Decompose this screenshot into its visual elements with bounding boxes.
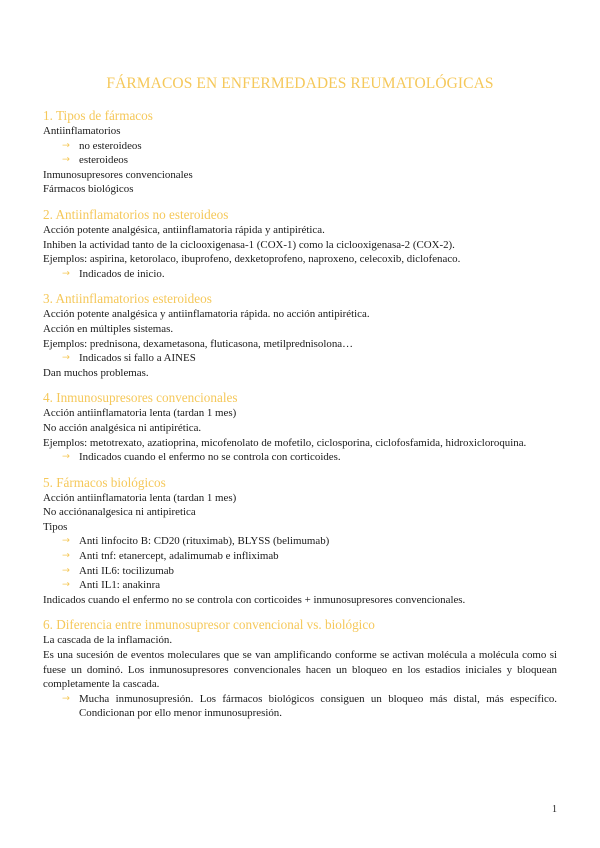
text-line: Fármacos biológicos [43,183,134,196]
text-line: Acción antiinflamatoria lenta (tardan 1 mes) [43,407,237,420]
arrow-icon: → [62,154,70,166]
bullet-item: → Indicados de inicio. [62,267,165,280]
bullet-item: → esteroideos [62,154,128,167]
section-heading: 4. Inmunosupresores convencionales [43,390,238,406]
section-esteroideos [43,291,557,380]
text-line: Acción potente analgésica y antiinflamatoria rápida. no acción antipirética. [43,308,370,321]
text-line: Dan muchos problemas. [43,366,149,379]
section-biologicos [43,475,557,608]
section-aine [43,207,557,281]
text-line: Inmunosupresores convencionales [43,168,193,181]
arrow-icon: → [62,550,70,562]
arrow-icon: → [62,451,70,463]
bullet-item: → Anti IL1: anakinra [62,579,161,592]
section-tipos [43,108,557,197]
text-line: Indicados cuando el enfermo no se controla con corticoides + inmunosupresores convencionales. [43,593,466,606]
text-line: Antiinflamatorios [43,125,121,137]
text-line: Ejemplos: metotrexato, azatioprina, micofenolato de mofetilo, ciclosporina, ciclofosfamida, hidroxicloroquina. [43,436,527,449]
section-heading: 6. Diferencia entre inmunosupresor convencional vs. biológico [43,617,375,633]
section-heading: 2. Antiinflamatorios no esteroideos [43,206,229,222]
bullet-item: → Indicados si fallo a AINES [62,352,196,365]
bullet-item: → Anti IL6: tocilizumab [62,564,174,577]
text-line: Inhiben la actividad tanto de la ciclooxigenasa-1 (COX-1) como la ciclooxigenasa-2 (COX-2). [43,238,455,251]
arrow-icon: → [62,579,70,591]
text-line: Acción en múltiples sistemas. [43,322,174,335]
bullet-item: → Mucha inmunosupresión. Los fármacos biológicos consiguen un bloqueo más distal, más específico. Condicionan por ello menor inmunosupresión. [62,692,557,720]
text-line: Tipos [43,520,68,533]
arrow-icon: → [62,139,70,151]
section-diferencia [43,617,557,721]
bullet-item: → Anti tnf: etanercept, adalimumab e infliximab [62,550,279,563]
text-paragraph: Es una sucesión de eventos moleculares que se van amplificando conforme se activan molécula a molécula como si fuese un dominó. Los inmunosupresores convencionales hacen un bloqueo en los estadios iniciales y bloquean completamente la cascada. [43,649,557,691]
bullet-item: → no esteroideos [62,139,142,152]
section-heading: 3. Antiinflamatorios esteroideos [43,291,212,307]
arrow-icon: → [62,535,70,547]
text-line: No acción analgésica ni antipirética. [43,421,202,434]
arrow-icon: → [62,692,70,704]
text-line: La cascada de la inflamación. [43,634,173,647]
arrow-icon: → [62,564,70,576]
text-line: Ejemplos: aspirina, ketorolaco, ibuprofeno, dexketoprofeno, naproxeno, celecoxib, diclofenaco. [43,253,461,266]
bullet-item: → Anti linfocito B: CD20 (rituximab), BLYSS (belimumab) [62,535,330,548]
text-line: Acción potente analgésica, antiinflamatoria rápida y antipirética. [43,223,325,236]
text-line: No acciónanalgesica ni antipiretica [43,506,196,519]
section-heading: 5. Fármacos biológicos [43,474,166,490]
document-title: FÁRMACOS EN ENFERMEDADES REUMATOLÓGICAS [106,75,494,92]
text-line: Ejemplos: prednisona, dexametasona, fluticasona, metilprednisolona… [43,337,354,350]
bullet-item: → Indicados cuando el enfermo no se controla con corticoides. [62,451,341,464]
section-inmunosupresores [43,390,557,464]
section-heading: 1. Tipos de fármacos [43,108,153,123]
arrow-icon: → [62,352,70,364]
page-number: 1 [552,804,557,815]
arrow-icon: → [62,267,70,279]
text-line: Acción antiinflamatoria lenta (tardan 1 mes) [43,491,237,504]
